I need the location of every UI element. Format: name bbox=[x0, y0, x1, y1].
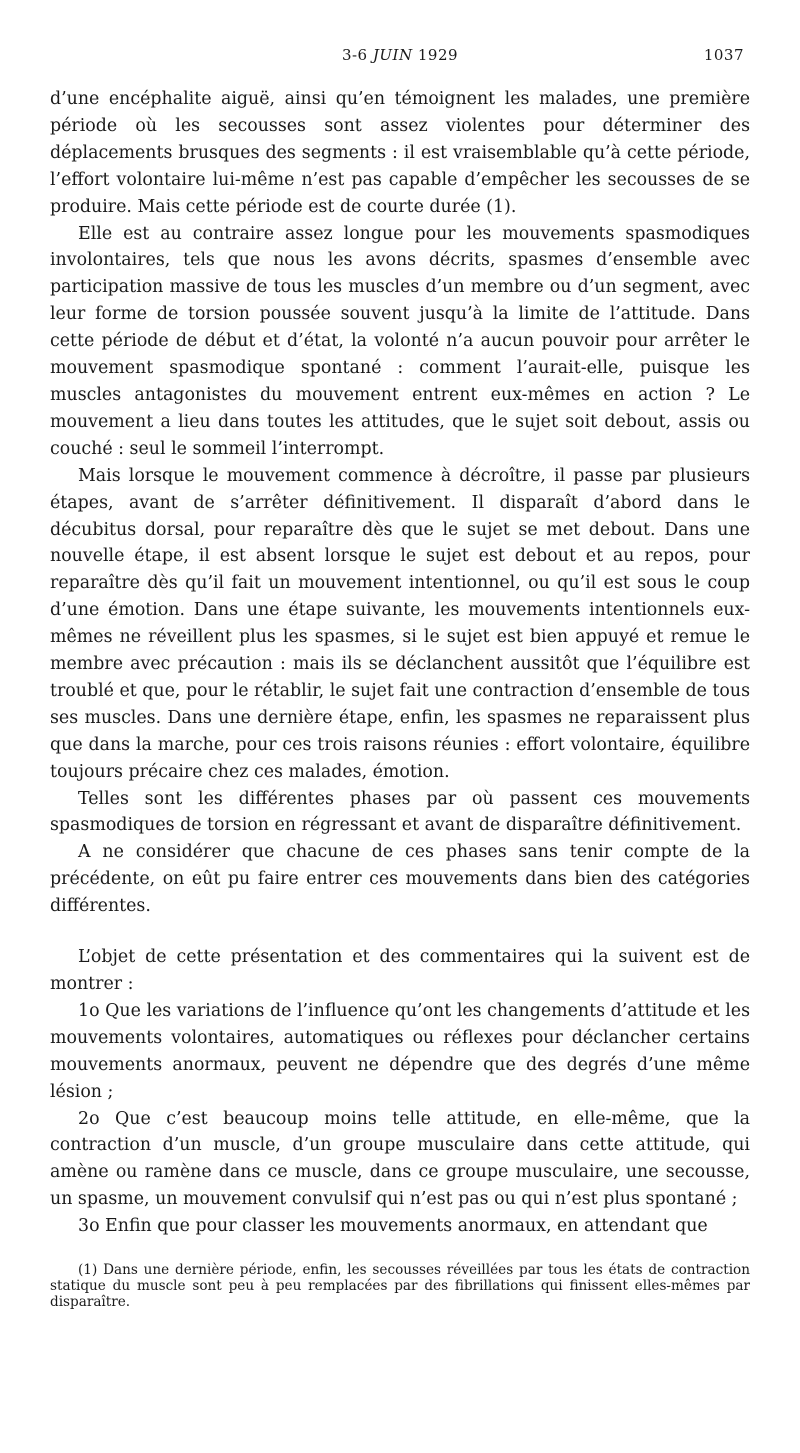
list-item-3: 3o Enfin que pour classer les mouvements anormaux, en attendant que bbox=[78, 1216, 708, 1237]
paragraph-1: d’une encéphalite aiguë, ainsi qu’en témoignent les malades, une première période où les secousses sont assez violentes pour déterminer des déplacements brusques des segments : il est vraisemblable qu’à cette période, l’effort volontaire lui-même n’est pas capable d’empêcher les secousses de se produire. Mais cette période est de courte durée (1). bbox=[50, 89, 750, 217]
running-header bbox=[50, 46, 750, 64]
paragraph-6: L’objet de cette présentation et des commentaires qui la suivent est de montrer : bbox=[50, 947, 750, 994]
header-year: 1929 bbox=[417, 46, 459, 64]
header-date-prefix: 3-6 bbox=[341, 46, 368, 64]
paragraph-4: Telles sont les différentes phases par où passent ces mouvements spasmodiques de torsion en régressant et avant de disparaître définitivement. bbox=[50, 788, 750, 836]
paragraph-3: Mais lorsque le mouvement commence à décroître, il passe par plusieurs étapes, avant de s’arrêter définitivement. Il disparaît d’abord dans le décubitus dorsal, pour reparaître dès que le sujet se met debout. Dans une nouvelle étape, il est absent lorsque le sujet est debout et au repos, pour reparaître dès qu’il fait un mouvement intentionnel, ou qu’il est sous le coup d’une émotion. Dans une étape suivante, les mouvements intentionnels eux-mêmes ne réveillent plus les spasmes, si le sujet est bien appuyé et remue le membre avec précaution : mais ils se déclanchent aussitôt que l’équilibre est troublé et que, pour le rétablir, le sujet fait une contraction d’ensemble de tous ses muscles. Dans une dernière étape, enfin, les spasmes ne reparaissent plus que dans la marche, pour ces trois raisons réunies : effort volontaire, équilibre toujours précaire chez ces malades, émotion. bbox=[50, 465, 750, 782]
body-text bbox=[50, 86, 750, 1240]
footnote-text: (1) Dans une dernière période, enfin, les secousses réveillées par tous les états de contraction statique du muscle sont peu à peu remplacées par des fibrillations qui finissent elles-mêmes par disparaître. bbox=[50, 1262, 750, 1311]
list-item-2: 2o Que c’est beaucoup moins telle attitude, en elle-même, que la contraction d’un muscle, d’un groupe musculaire dans cette attitude, qui amène ou ramène dans ce muscle, dans ce groupe musculaire, une secousse, un spasme, un mouvement convulsif qui n’est pas ou qui n’est plus spontané ; bbox=[50, 1108, 750, 1210]
paragraph-5: A ne considérer que chacune de ces phases sans tenir compte de la précédente, on eût pu faire entrer ces mouvements dans bien des catégories différentes. bbox=[50, 842, 750, 917]
list-item-1: 1o Que les variations de l’influence qu’ont les changements d’attitude et les mouvements volontaires, automatiques ou réflexes pour déclancher certains mouvements anormaux, peuvent ne dépendre que des degrés d’une même lésion ; bbox=[50, 1000, 750, 1102]
page-number: 1037 bbox=[703, 46, 744, 64]
header-date bbox=[342, 46, 458, 64]
paragraph-2: Elle est au contraire assez longue pour les mouvements spasmodiques involontaires, tels que nous les avons décrits, spasmes d’ensemble avec participation massive de tous les muscles d’un membre ou d’un segment, avec leur forme de torsion poussée souvent jusqu’à la limite de l’attitude. Dans cette période de début et d’état, la volonté n’a aucun pouvoir pour arrêter le mouvement spasmodique spontané : comment l’aurait-elle, puisque les muscles antagonistes du mouvement entrent eux-mêmes en action ? Le mouvement a lieu dans toutes les attitudes, que le sujet soit debout, assis ou couché : seul le sommeil l’interrompt. bbox=[50, 223, 750, 459]
header-month: JUIN bbox=[372, 46, 413, 64]
footnote bbox=[50, 1262, 750, 1310]
